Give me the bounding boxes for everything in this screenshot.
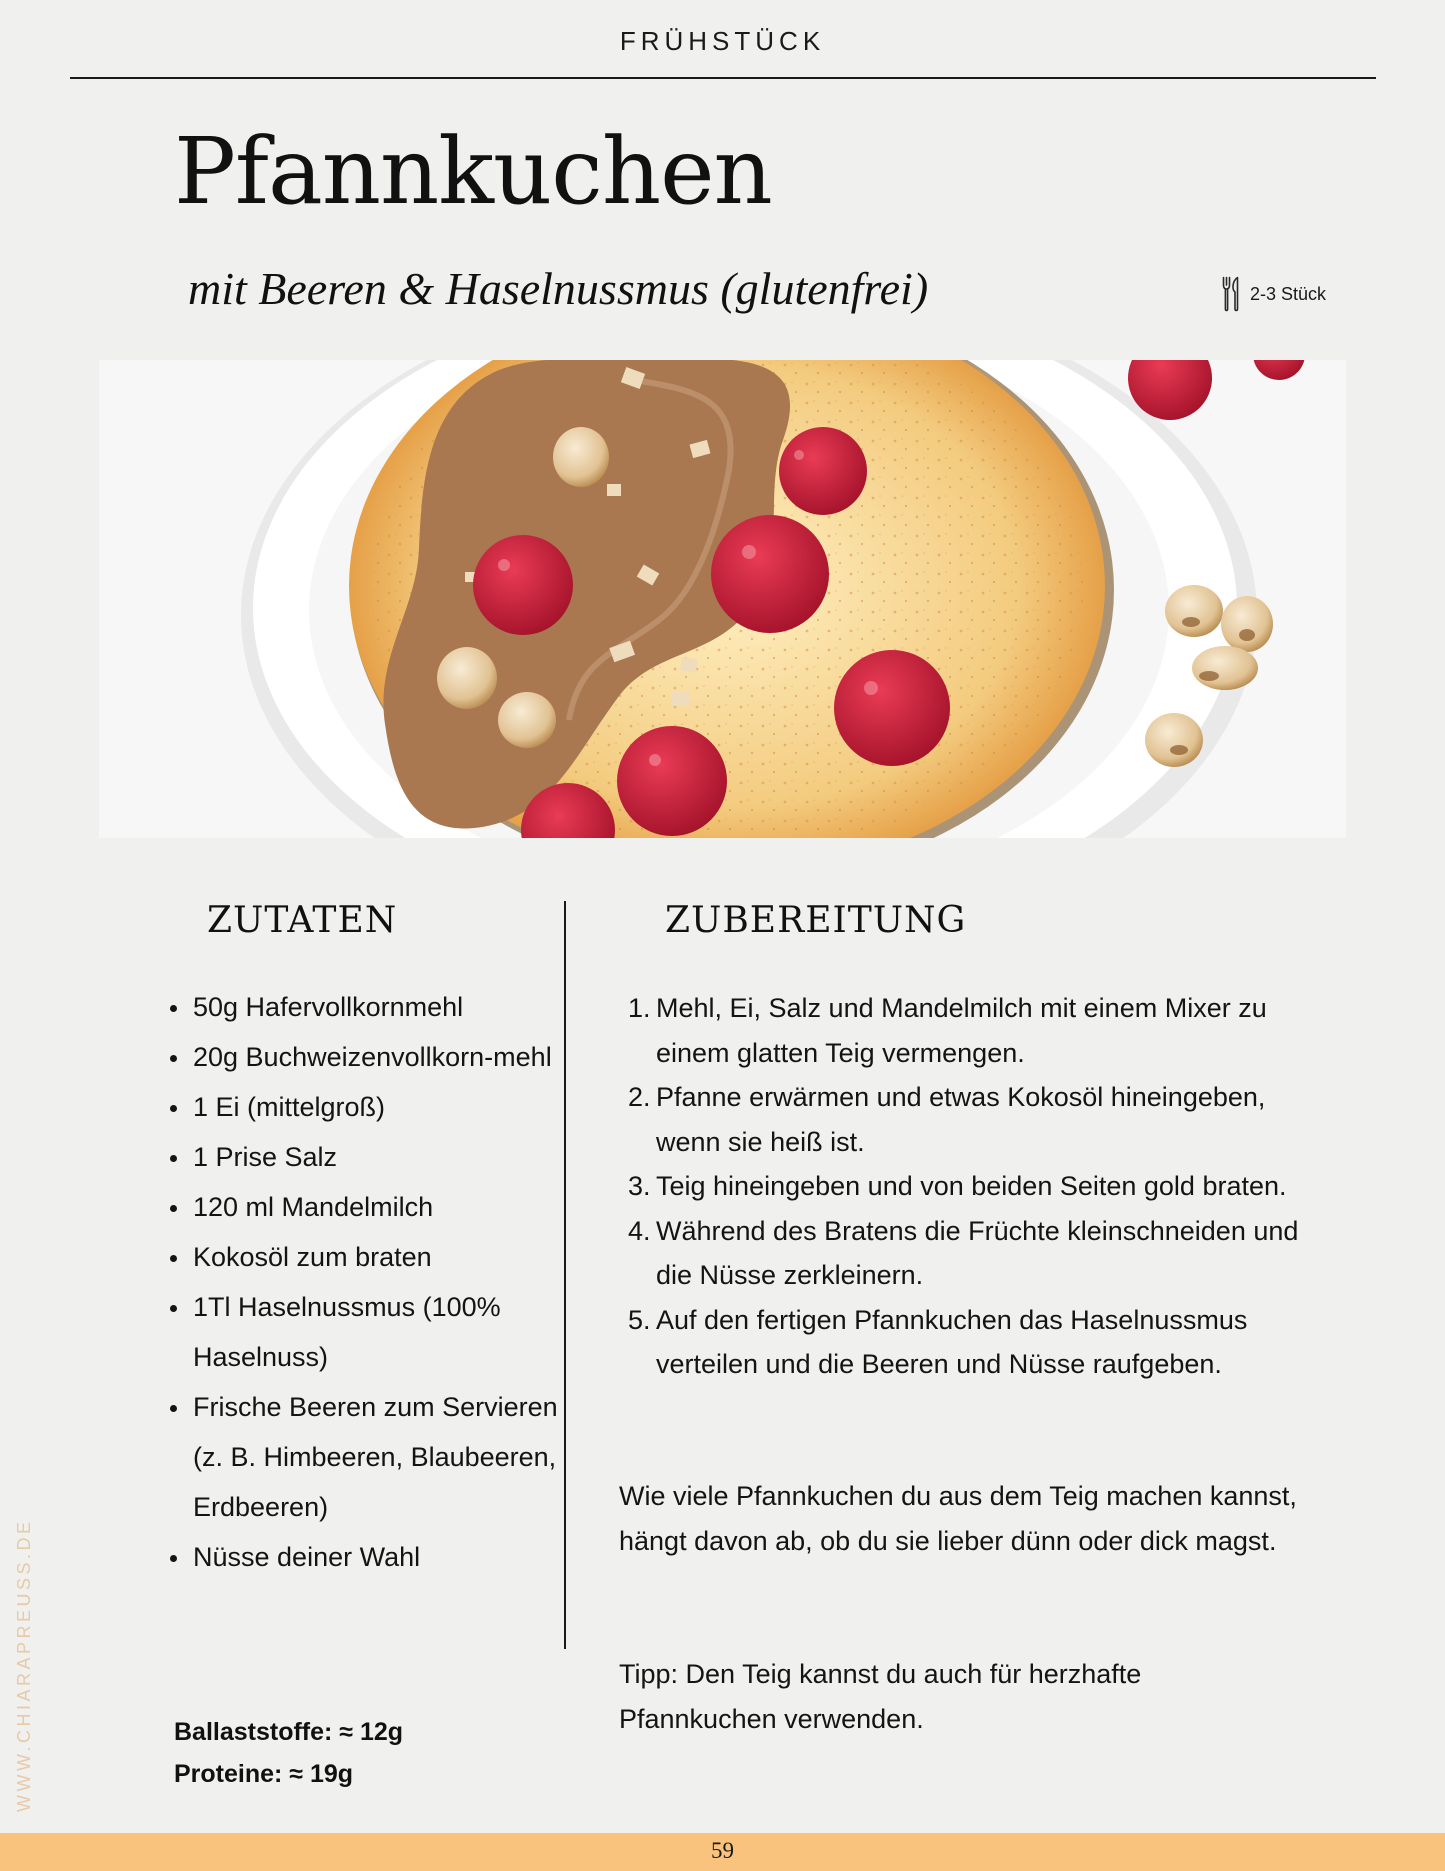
step-number: 2. xyxy=(628,1082,651,1112)
step-item xyxy=(624,1209,1304,1298)
ingredient-item: 1 Prise Salz xyxy=(163,1132,563,1182)
ingredient-item: Nüsse deiner Wahl xyxy=(163,1532,563,1582)
tip-note: Tipp: Den Teig kannst du auch für herzhafte Pfannkuchen verwenden. xyxy=(619,1659,1142,1734)
step-number: 1. xyxy=(628,993,651,1023)
step-item xyxy=(624,1298,1304,1387)
website-watermark: WWW.CHIARAPREUSS.DE xyxy=(14,1518,34,1812)
column-divider xyxy=(564,901,566,1649)
header-rule xyxy=(70,77,1376,79)
recipe-title: Pfannkuchen xyxy=(174,118,772,225)
step-item xyxy=(624,986,1304,1075)
ingredient-item: 20g Buchweizenvollkorn-mehl xyxy=(163,1032,563,1082)
step-text: Während des Bratens die Früchte kleinschneiden und die Nüsse zerkleinern. xyxy=(656,1215,1299,1290)
recipe-subtitle: mit Beeren & Haselnussmus (glutenfrei) xyxy=(188,263,929,314)
step-text: Pfanne erwärmen und etwas Kokosöl hineingeben, wenn sie heiß ist. xyxy=(656,1082,1266,1157)
step-text: Teig hineingeben und von beiden Seiten gold braten. xyxy=(656,1171,1287,1201)
ingredient-list xyxy=(163,982,563,1582)
ingredient-item: 1 Ei (mittelgroß) xyxy=(163,1082,563,1132)
page-number: 59 xyxy=(711,1838,734,1863)
step-number: 5. xyxy=(628,1304,651,1335)
category-header: FRÜHSTÜCK xyxy=(619,26,826,56)
step-number: 4. xyxy=(628,1215,651,1246)
step-item xyxy=(624,1164,1304,1209)
pancake-photo xyxy=(99,360,1346,838)
ingredients-heading: ZUTATEN xyxy=(207,900,398,941)
cutlery-icon xyxy=(1222,276,1240,312)
preparation-heading: ZUBEREITUNG xyxy=(665,900,967,941)
step-number: 3. xyxy=(628,1171,651,1201)
servings-label: 2-3 Stück xyxy=(1250,283,1327,304)
fiber-info: Ballaststoffe: ≈ 12g xyxy=(174,1718,404,1746)
step-item xyxy=(624,1075,1304,1164)
protein-info: Proteine: ≈ 19g xyxy=(174,1760,354,1788)
step-text: Auf den fertigen Pfannkuchen das Haselnussmus verteilen und die Beeren und Nüsse raufgeben. xyxy=(656,1304,1248,1379)
ingredient-item: Frische Beeren zum Servieren (z. B. Himbeeren, Blaubeeren, Erdbeeren) xyxy=(163,1382,563,1532)
ingredient-item: Kokosöl zum braten xyxy=(163,1232,563,1282)
ingredient-item: 1Tl Haselnussmus (100% Haselnuss) xyxy=(163,1282,563,1382)
preparation-steps xyxy=(624,986,1304,1387)
quantity-note: Wie viele Pfannkuchen du aus dem Teig machen kannst, hängt davon ab, ob du sie lieber dünn oder dick magst. xyxy=(619,1481,1297,1556)
ingredient-item: 50g Hafervollkornmehl xyxy=(163,982,563,1032)
step-text: Mehl, Ei, Salz und Mandelmilch mit einem Mixer zu einem glatten Teig vermengen. xyxy=(656,993,1267,1068)
servings-info xyxy=(1222,276,1326,312)
ingredient-item: 120 ml Mandelmilch xyxy=(163,1182,563,1232)
